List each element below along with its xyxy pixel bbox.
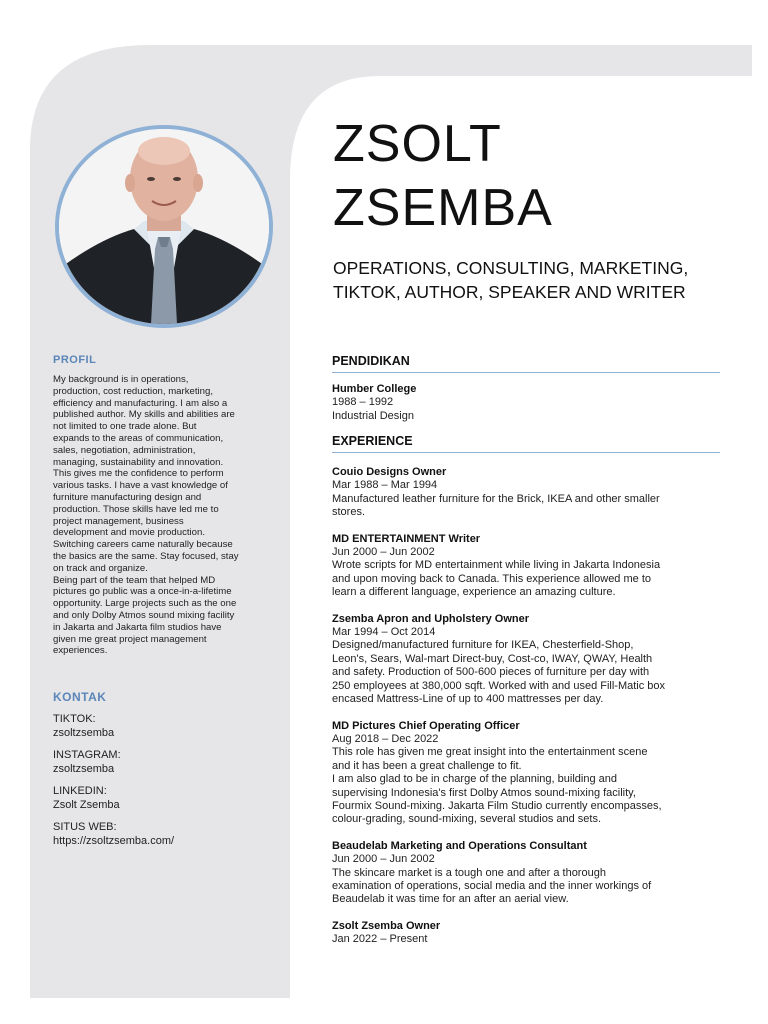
contact-value[interactable]: Zsolt Zsemba: [53, 799, 120, 811]
entry-desc: Industrial Design: [332, 409, 414, 422]
entry-date: Jan 2022 – Present: [332, 933, 428, 946]
entry-desc: This role has given me great insight into the entertainment scene and it has been a great challenge to fit. I am also glad to be in charge of the planning, building and supervising Indonesia's first Dolby Atmos sound-mixing facility, Fourmix Sound-mixing. Jakarta Film Studio currently encompasses, colour-grading, sound-mixing, several studios and sets.: [332, 746, 662, 826]
entry-desc: Manufactured leather furniture for the Brick, IKEA and other smaller stores.: [332, 492, 660, 519]
experience-section: [332, 434, 720, 947]
portrait-icon: [59, 129, 269, 324]
contact-label: SITUS WEB:: [53, 821, 117, 833]
contact-label: LINKEDIN:: [53, 785, 107, 797]
entry-date: Aug 2018 – Dec 2022: [332, 732, 439, 745]
name-first: ZSOLT: [333, 115, 502, 173]
name-last: ZSEMBA: [333, 179, 553, 237]
contact-linkedin: [53, 784, 275, 812]
kontak-section: [53, 690, 275, 848]
entry-date: Jun 2000 – Jun 2002: [332, 853, 435, 866]
entry-title: Humber College: [332, 383, 417, 395]
entry-date: 1988 – 1992: [332, 396, 394, 409]
experience-entry: [332, 720, 720, 827]
kontak-heading: KONTAK: [53, 690, 107, 704]
pendidikan-section: [332, 354, 720, 423]
entry-title: MD ENTERTAINMENT Writer: [332, 532, 481, 545]
entry-title: Couio Designs Owner: [332, 466, 447, 478]
experience-heading: EXPERIENCE: [332, 434, 720, 453]
entry-date: Mar 1988 – Mar 1994: [332, 479, 438, 492]
contact-website: [53, 820, 275, 848]
entry-date: Jun 2000 – Jun 2002: [332, 546, 435, 559]
profil-section: [53, 354, 275, 657]
job-title: OPERATIONS, CONSULTING, MARKETING, TIKTOK, AUTHOR, SPEAKER AND WRITER: [333, 258, 689, 302]
experience-entry: [332, 840, 720, 907]
entry-title: MD Pictures Chief Operating Officer: [332, 719, 520, 732]
profile-photo: [55, 125, 273, 328]
entry-title: Beaudelab Marketing and Operations Consultant: [332, 839, 587, 852]
contact-value[interactable]: zsoltzsemba: [53, 763, 115, 775]
profil-text: My background is in operations, production, cost reduction, marketing, efficiency and manufacturing. I am also a published author. My skills and abilities are not limited to one trade alone. But expands to the areas of communication, sales, negotiation, administration, managing, sustainability and innovation. This gives me the confidence to perform various tasks. I have a vast knowledge of furniture manufacturing design and production. Those skills have led me to project management, business development and movie production. Switching careers came naturally because the basics are the same. Stay focused, stay on track and organize. Being part of the team that helped MD pictures go public was a once-in-a-lifetime opportunity. Large projects such as the one and only Dolby Atmos sound mixing facility in Jakarta and Jakarta film studios have given me great project management experiences.: [53, 374, 239, 657]
experience-entry: [332, 920, 720, 947]
profil-heading: PROFIL: [53, 354, 97, 366]
experience-entry: [332, 533, 720, 600]
entry-desc: Designed/manufactured furniture for IKEA, Chesterfield-Shop, Leon's, Sears, Wal-mart Direct-buy, Cost-co, IWAY, QWAY, Health and safety. Production of 500-600 pieces of furniture per day with 250 employees at 380,000 sqft. Worked with and used Fill-Matic box encased Mattress-Line of up to 400 mattresses per day.: [332, 639, 666, 706]
education-entry: [332, 383, 720, 423]
contact-label: TIKTOK:: [53, 713, 96, 725]
entry-date: Mar 1994 – Oct 2014: [332, 626, 436, 639]
entry-desc: The skincare market is a tough one and after a thorough examination of operations, social media and the inner workings of Beaudelab it was time for an after an aerial view.: [332, 866, 652, 906]
entry-desc: Wrote scripts for MD entertainment while living in Jakarta Indonesia and upon moving back to Canada. This experience allowed me to learn a different language, experience an amazing culture.: [332, 559, 661, 599]
contact-value[interactable]: zsoltzsemba: [53, 727, 115, 739]
experience-entry: [332, 466, 720, 520]
entry-title: Zsemba Apron and Upholstery Owner: [332, 612, 530, 625]
contact-instagram: [53, 748, 275, 776]
contact-tiktok: [53, 712, 275, 740]
experience-entry: [332, 613, 720, 707]
entry-title: Zsolt Zsemba Owner: [332, 919, 441, 932]
contact-label: INSTAGRAM:: [53, 749, 121, 761]
pendidikan-heading: PENDIDIKAN: [332, 354, 720, 373]
contact-value[interactable]: https://zsoltzsemba.com/: [53, 835, 175, 847]
page-title: [333, 112, 553, 240]
